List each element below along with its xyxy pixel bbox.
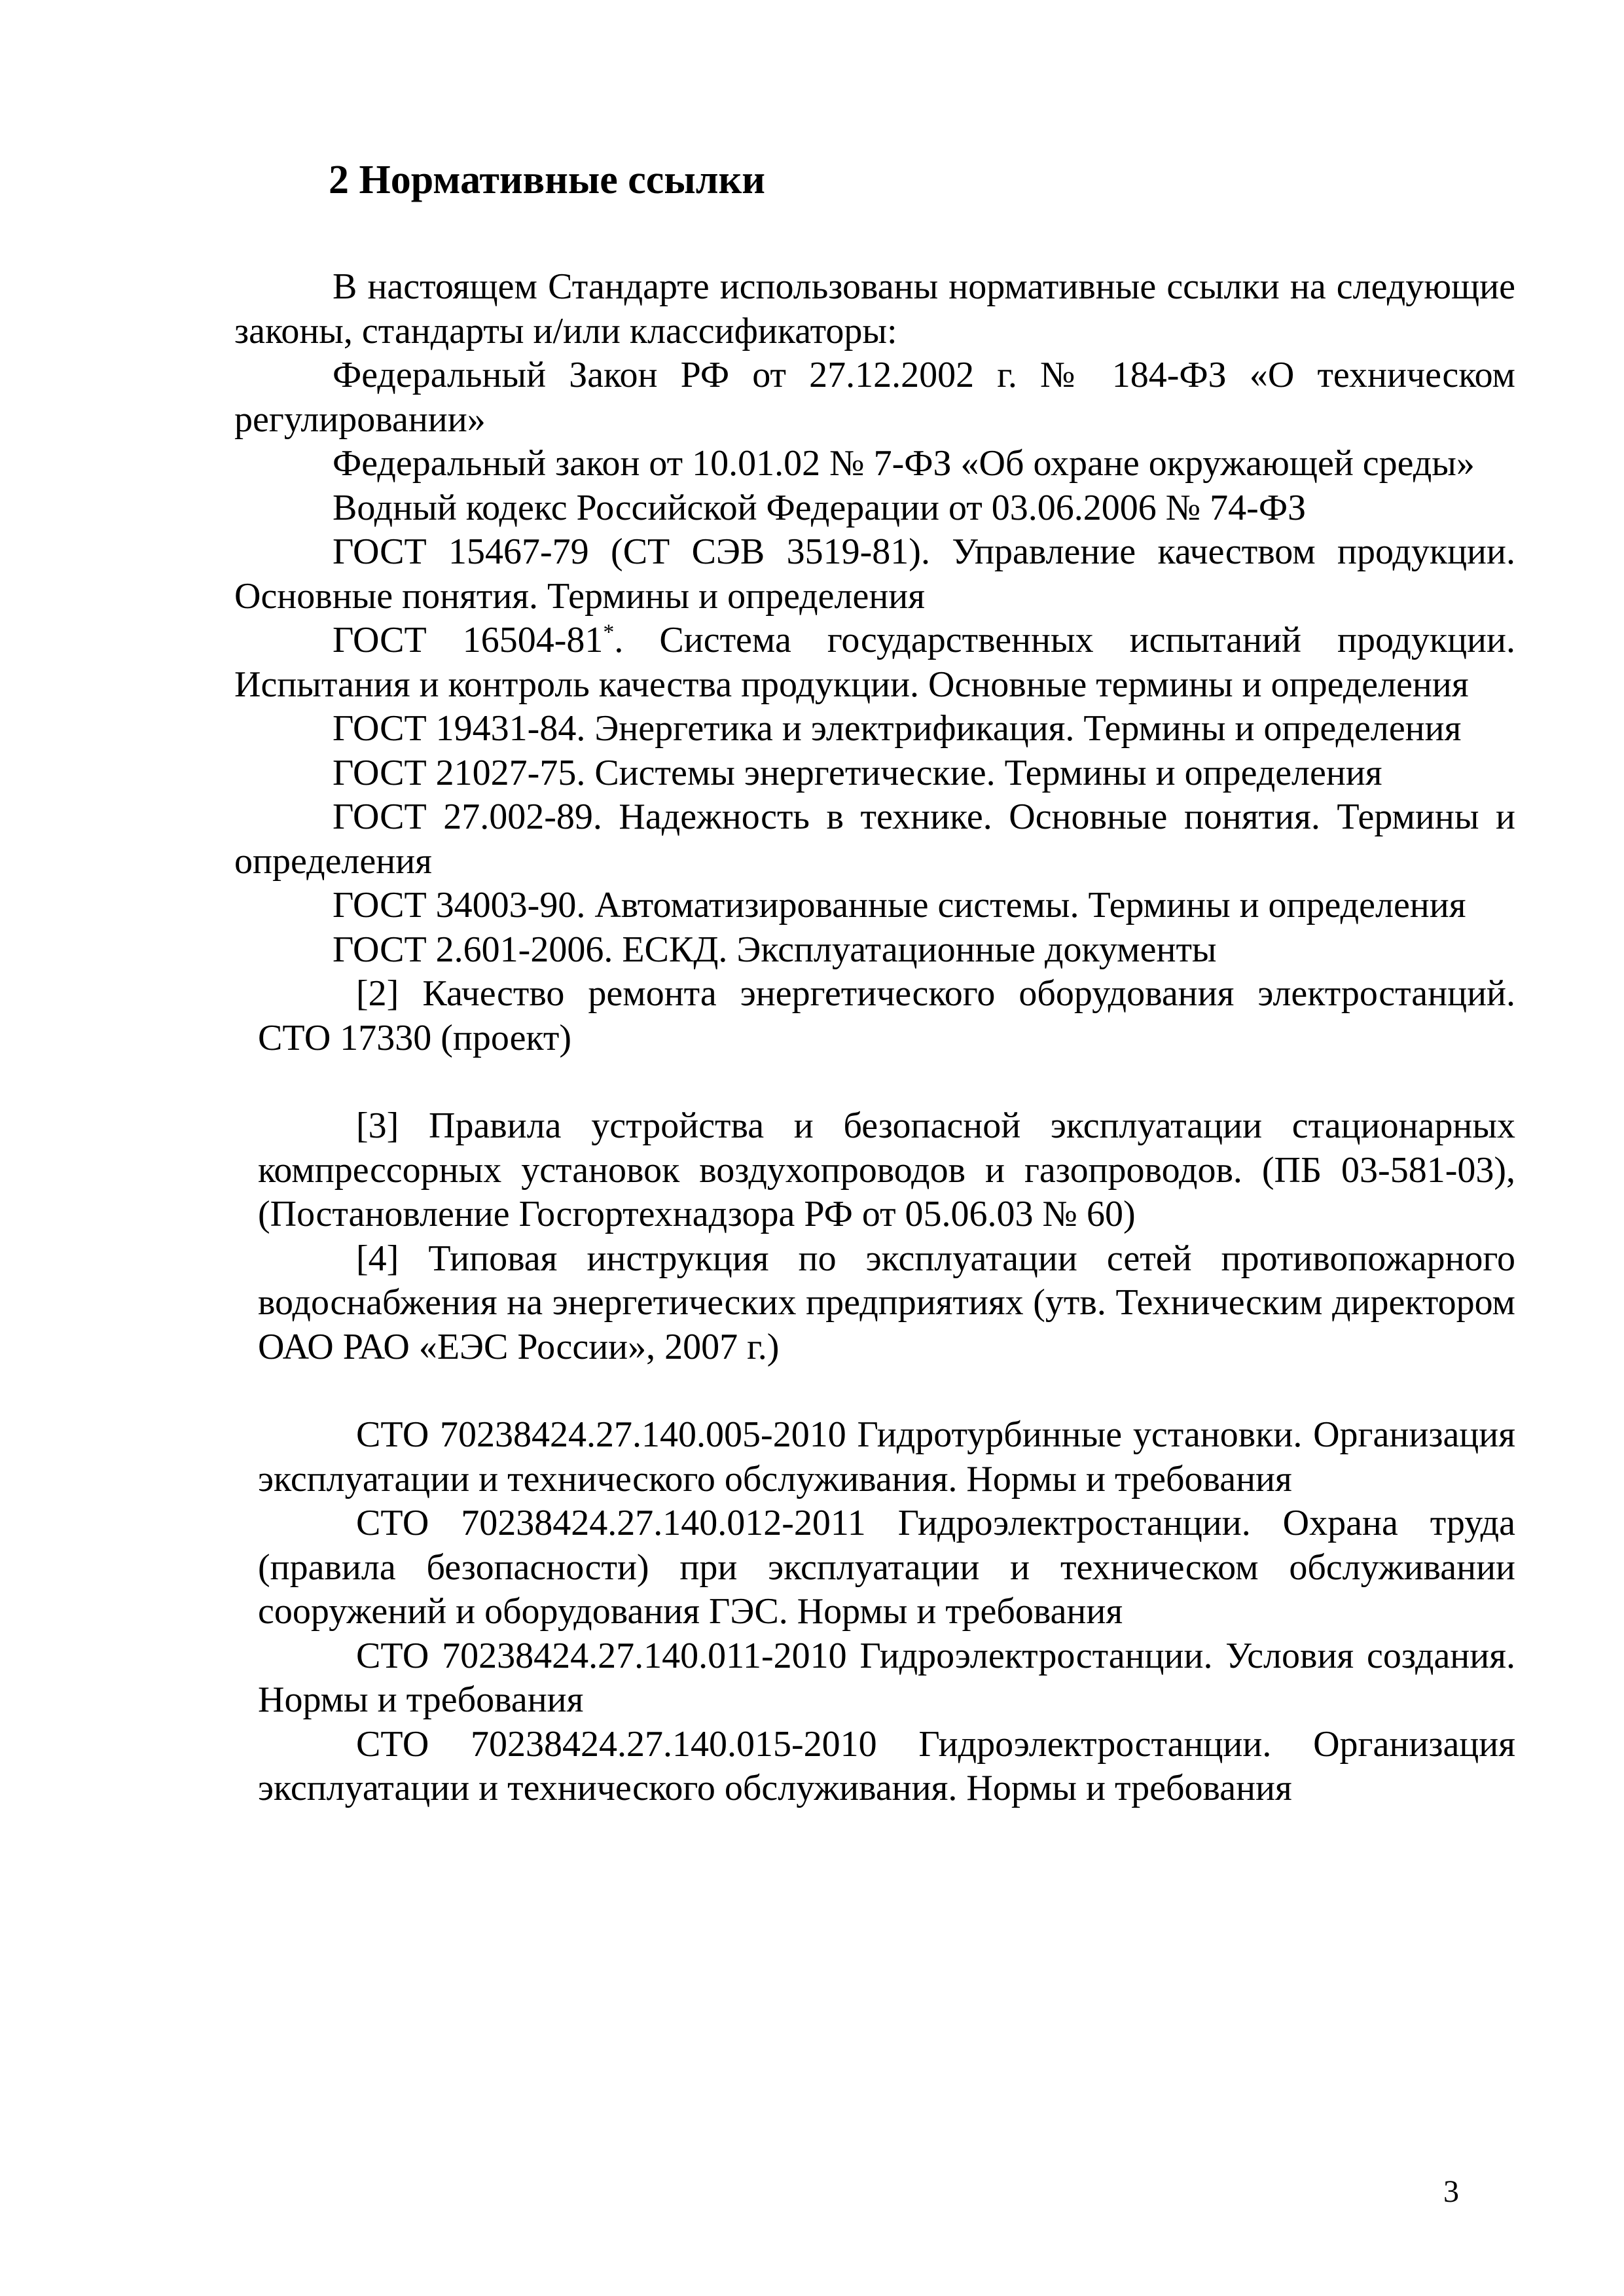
reference-gost-title: . Система государственных испытаний продукции. Испытания и контроль качества продукции. Основные термины и определения bbox=[234, 620, 1515, 705]
sto-reference: СТО 70238424.27.140.015-2010 Гидроэлектростанции. Организация эксплуатации и технического обслуживания. Нормы и требования bbox=[258, 1723, 1515, 1808]
sto-reference: СТО 70238424.27.140.012-2011 Гидроэлектростанции. Охрана труда (правила безопасности) при эксплуатации и техническом обслуживании сооружений и оборудования ГЭС. Нормы и требования bbox=[258, 1503, 1515, 1632]
reference-item: ГОСТ 19431-84. Энергетика и электрификация. Термины и определения bbox=[333, 708, 1462, 749]
sto-reference: СТО 70238424.27.140.011-2010 Гидроэлектростанции. Условия создания. Нормы и требования bbox=[258, 1635, 1515, 1720]
spacer bbox=[234, 1369, 1515, 1413]
section-body bbox=[234, 265, 1515, 1811]
reference-item: ГОСТ 34003-90. Автоматизированные системы. Термины и определения bbox=[333, 885, 1466, 925]
reference-item: ГОСТ 21027-75. Системы энергетические. Термины и определения bbox=[333, 752, 1382, 793]
spacer bbox=[234, 1060, 1515, 1104]
reference-item bbox=[234, 619, 1515, 707]
numbered-reference: [4] Типовая инструкция по эксплуатации сетей противопожарного водоснабжения на энергетических предприятиях (утв. Техническим директором ОАО РАО «ЕЭС России», 2007 г.) bbox=[258, 1238, 1515, 1367]
numbered-reference: [3] Правила устройства и безопасной эксплуатации стационарных компрессорных установок воздухопроводов и газопроводов. (ПБ 03-581-03), (Постановление Госгортехнадзора РФ от 05.06.03 № 60) bbox=[258, 1105, 1515, 1234]
reference-item: ГОСТ 2.601-2006. ЕСКД. Эксплуатационные документы bbox=[333, 929, 1217, 970]
reference-item: Федеральный закон от 10.01.02 № 7-ФЗ «Об охране окружающей среды» bbox=[333, 443, 1475, 484]
section-heading: 2 Нормативные ссылки bbox=[329, 158, 765, 202]
reference-gost-code: ГОСТ 16504-81 bbox=[333, 620, 604, 660]
numbered-reference: [2] Качество ремонта энергетического оборудования электростанций. СТО 17330 (проект) bbox=[258, 973, 1515, 1058]
footnote-mark: * bbox=[603, 620, 615, 645]
reference-item: ГОСТ 27.002-89. Надежность в технике. Основные понятия. Термины и определения bbox=[234, 797, 1515, 882]
page-number: 3 bbox=[1443, 2174, 1459, 2209]
intro-paragraph: В настоящем Стандарте использованы нормативные ссылки на следующие законы, стандарты и/или классификаторы: bbox=[234, 266, 1515, 351]
reference-item: Федеральный Закон РФ от 27.12.2002 г. № 184-ФЗ «О техническом регулировании» bbox=[234, 355, 1515, 440]
sto-reference: СТО 70238424.27.140.005-2010 Гидротурбинные установки. Организация эксплуатации и технического обслуживания. Нормы и требования bbox=[258, 1414, 1515, 1499]
reference-item: Водный кодекс Российской Федерации от 03.06.2006 № 74-ФЗ bbox=[333, 487, 1307, 528]
reference-item: ГОСТ 15467-79 (СТ СЭВ 3519-81). Управление качеством продукции. Основные понятия. Термины и определения bbox=[234, 531, 1515, 617]
